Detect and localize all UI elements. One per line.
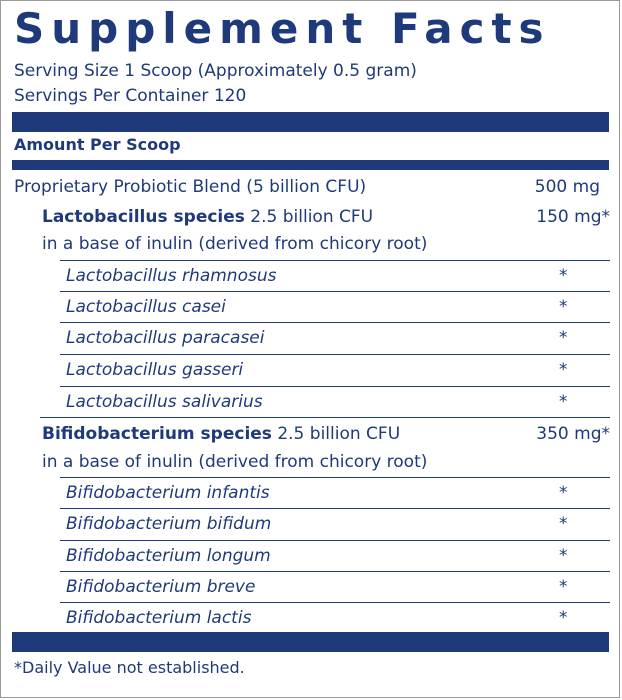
bifido-strain-4: Bifidobacterium breve [66,577,256,597]
footnote: *Daily Value not established. [14,658,245,677]
bifido-strain-5: Bifidobacterium lactis [66,608,252,628]
blend-amount: 500 mg [534,177,600,197]
group-divider [40,417,610,418]
row-divider [60,322,610,323]
row-divider [60,291,610,292]
servings-per-container: Servings Per Container 120 [14,86,247,106]
bifido-strain-2-dv: * [559,514,568,534]
row-divider [60,386,610,387]
bifido-strain-1-dv: * [559,483,568,503]
amount-per-scoop-header: Amount Per Scoop [14,135,181,154]
lacto-strain-2-dv: * [559,297,568,317]
lacto-strain-5-dv: * [559,392,568,412]
row-divider [60,508,610,509]
lacto-heading [42,206,373,228]
bifido-strain-1: Bifidobacterium infantis [66,483,270,503]
row-divider [60,260,610,261]
lacto-strain-3: Lactobacillus paracasei [66,328,265,348]
thick-divider-bottom [12,632,609,652]
row-divider [60,540,610,541]
bifido-strain-5-dv: * [559,608,568,628]
lacto-strain-3-dv: * [559,328,568,348]
panel-title: Supplement Facts [14,4,551,53]
bifido-strain-3: Bifidobacterium longum [66,546,271,566]
lacto-base: in a base of inulin (derived from chicory root) [42,234,428,254]
bifido-strain-3-dv: * [559,546,568,566]
bifido-base: in a base of inulin (derived from chicory root) [42,452,428,472]
lacto-amount: 150 mg* [536,207,610,227]
lacto-strain-4-dv: * [559,360,568,380]
blend-name: Proprietary Probiotic Blend (5 billion CFU) [14,177,367,197]
lacto-name: Lactobacillus species [42,207,245,227]
bifido-name: Bifidobacterium species [42,424,272,444]
row-divider [60,477,610,478]
lacto-strain-1: Lactobacillus rhamnosus [66,266,277,286]
row-divider [60,354,610,355]
lacto-strain-2: Lactobacillus casei [66,297,226,317]
lacto-strain-5: Lactobacillus salivarius [66,392,263,412]
thick-divider-top [12,112,609,132]
lacto-cfu: 2.5 billion CFU [244,207,374,227]
row-divider [60,571,610,572]
medium-divider [12,160,609,170]
lacto-strain-1-dv: * [559,266,568,286]
bifido-heading [42,423,400,445]
bifido-strain-2: Bifidobacterium bifidum [66,514,272,534]
serving-size: Serving Size 1 Scoop (Approximately 0.5 gram) [14,61,417,81]
lacto-strain-4: Lactobacillus gasseri [66,360,244,380]
bifido-strain-4-dv: * [559,577,568,597]
row-divider [60,602,610,603]
bifido-amount: 350 mg* [536,424,610,444]
bifido-cfu: 2.5 billion CFU [271,424,401,444]
